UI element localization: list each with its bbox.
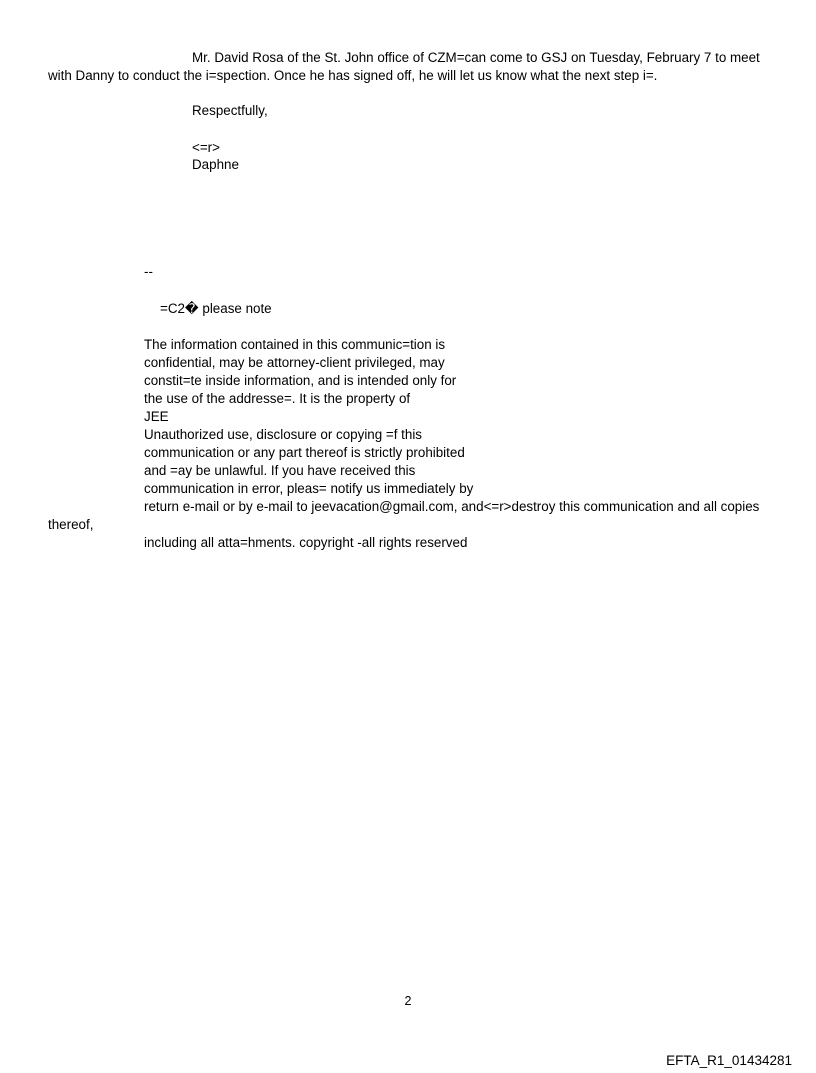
disclaimer-line: the use of the addresse=. It is the property of (144, 391, 411, 406)
line-break-tag: <=r> (192, 140, 220, 155)
disclaimer-line: Unauthorized use, disclosure or copying =f this (144, 427, 423, 442)
separator: -- (144, 264, 153, 279)
disclaimer-line: confidential, may be attorney-client privileged, may (144, 355, 445, 370)
closing-text: Respectfully, (192, 103, 268, 118)
bates-stamp: EFTA_R1_01434281 (666, 1053, 792, 1068)
disclaimer-line: communication in error, pleas= notify us immediately by (144, 481, 474, 496)
page-number: 2 (404, 994, 412, 1008)
disclaimer-line: and =ay be unlawful. If you have received this (144, 463, 416, 478)
note-heading: =C2� please note (160, 301, 272, 316)
paragraph-line-2: with Danny to conduct the i=spection. Once he has signed off, he will let us know what the next step i=. (48, 68, 658, 83)
disclaimer-line: communication or any part thereof is strictly prohibited (144, 445, 465, 460)
disclaimer-line: thereof, (48, 517, 94, 532)
disclaimer-line: including all atta=hments. copyright -all rights reserved (144, 535, 468, 550)
paragraph-line-1: Mr. David Rosa of the St. John office of CZM=can come to GSJ on Tuesday, February 7 to meet (192, 50, 760, 65)
disclaimer-line: constit=te inside information, and is intended only for (144, 373, 457, 388)
disclaimer-line: The information contained in this communic=tion is (144, 337, 446, 352)
disclaimer-line: JEE (144, 409, 169, 424)
signature-name: Daphne (192, 157, 239, 172)
disclaimer-line: return e-mail or by e-mail to jeevacation@gmail.com, and<=r>destroy this communication and all copies (144, 499, 760, 514)
